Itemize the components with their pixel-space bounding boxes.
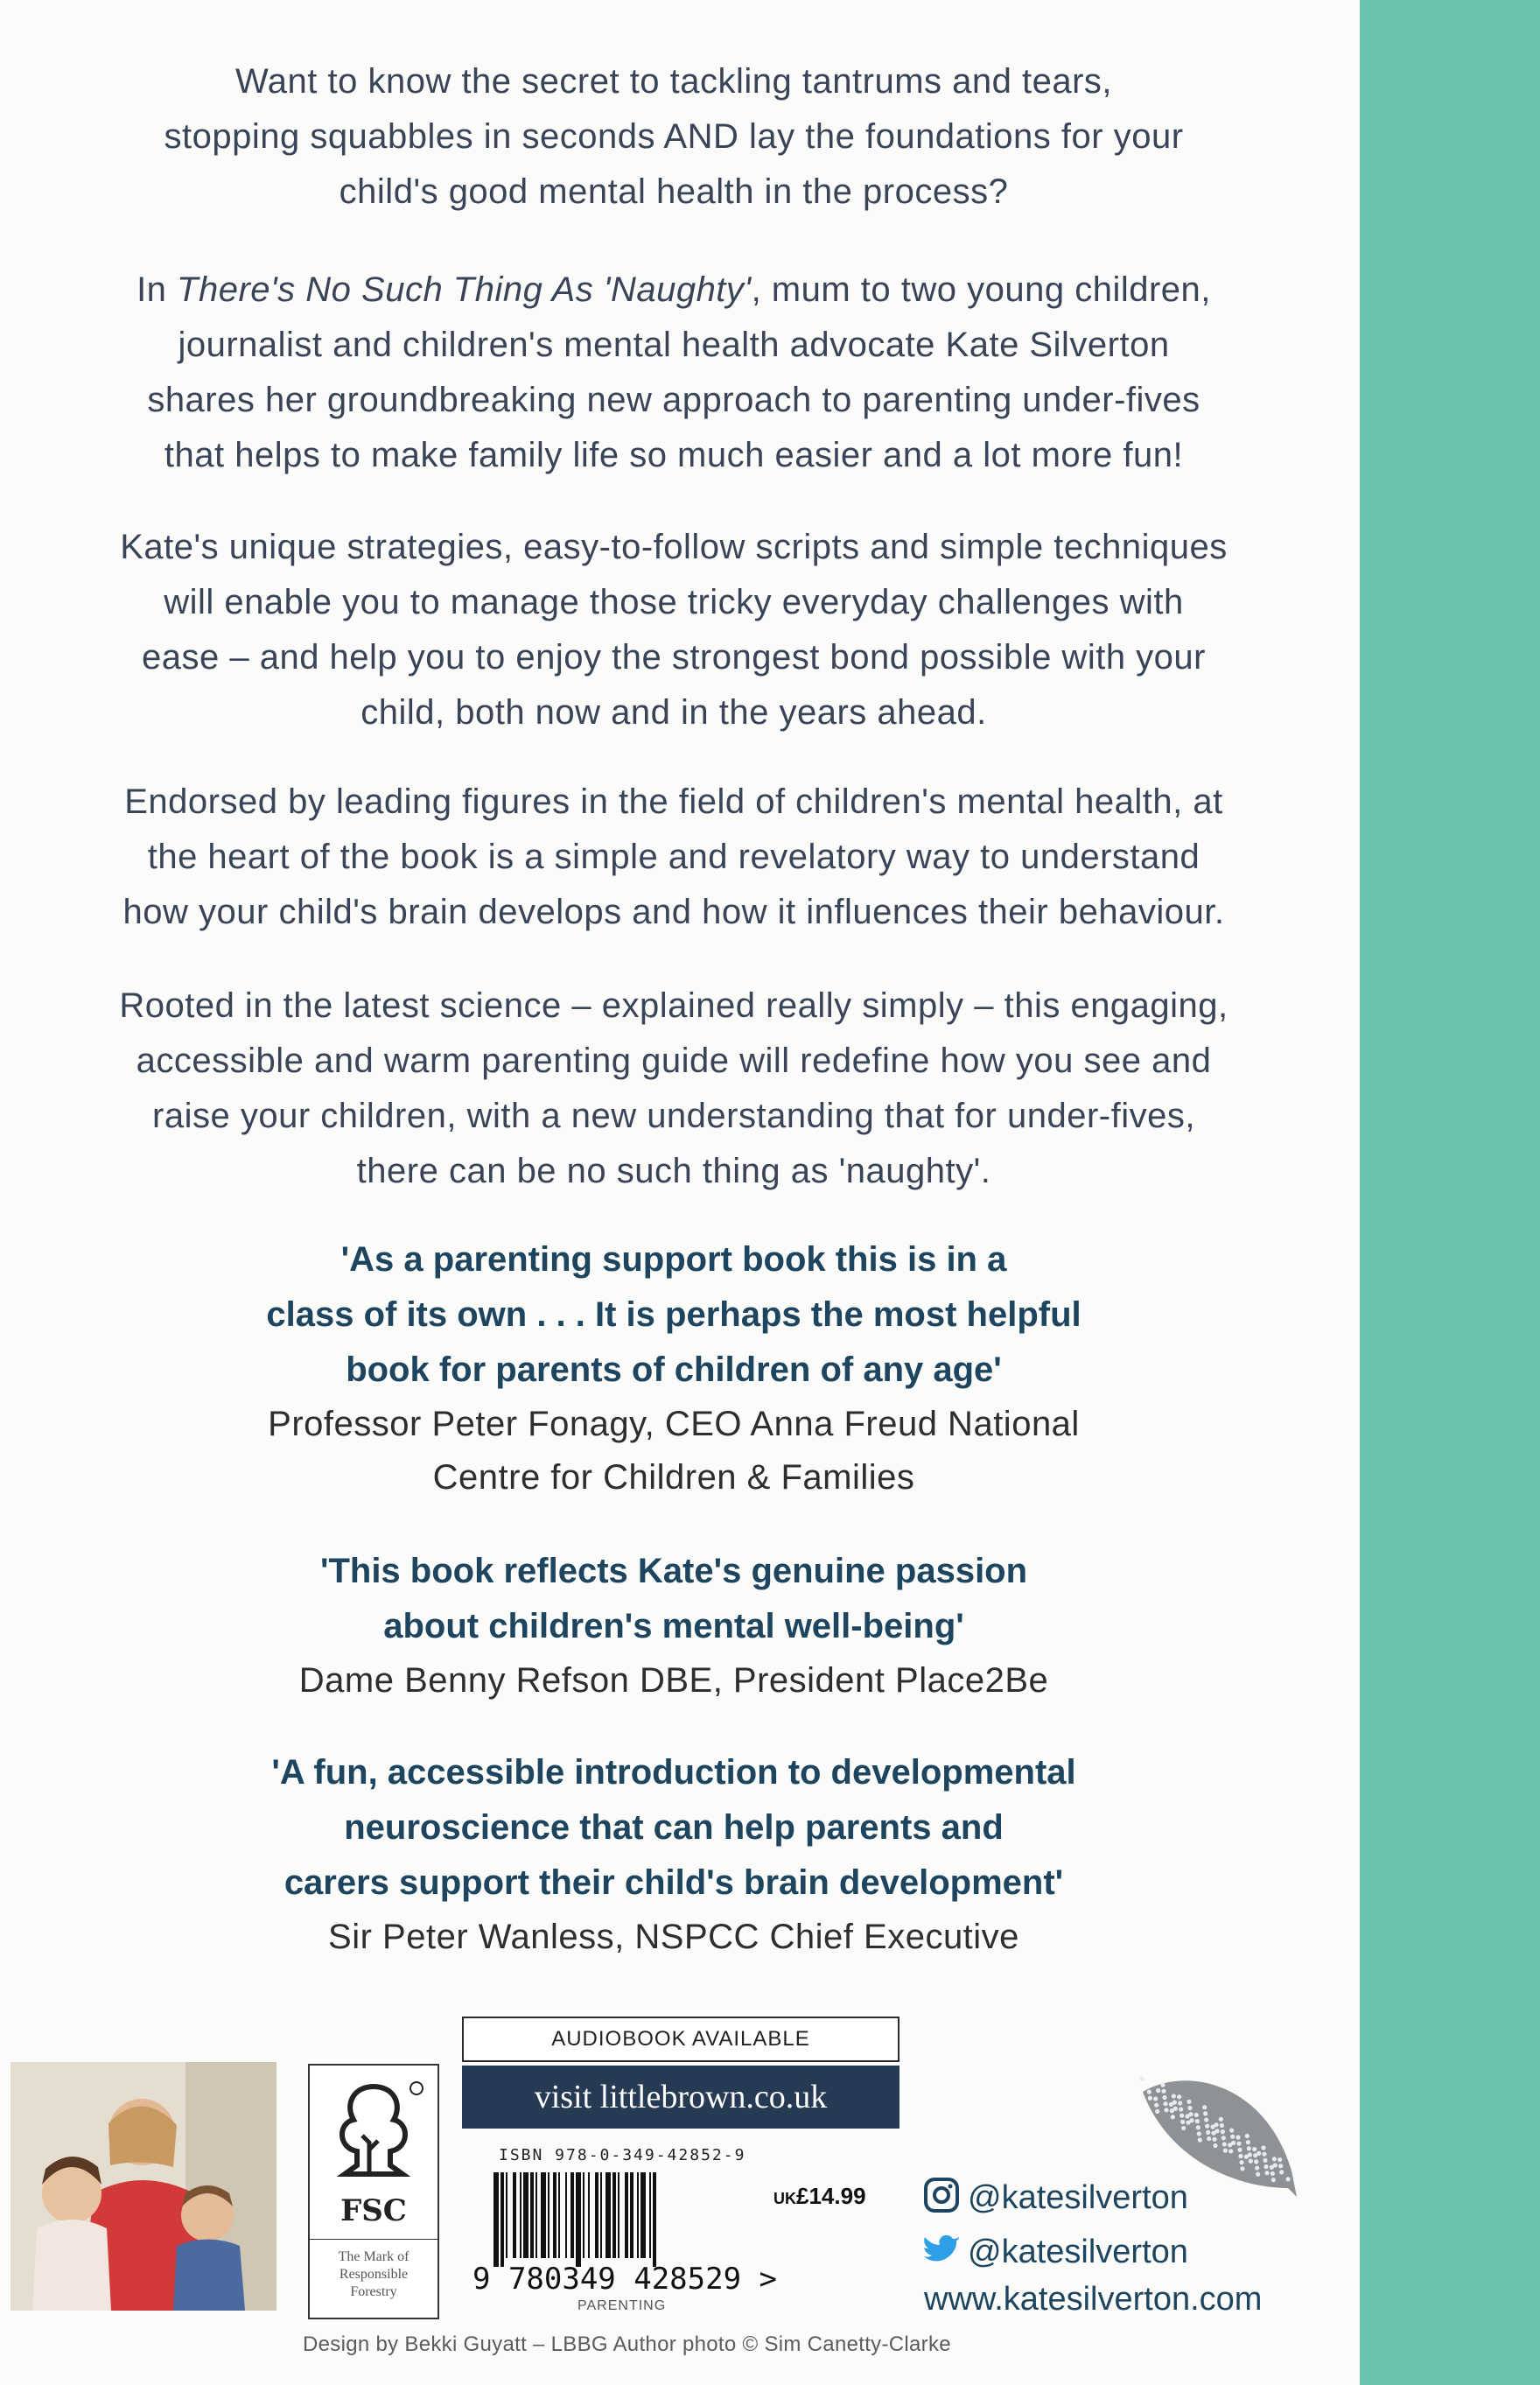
quote-line: neuroscience that can help parents and — [344, 1808, 1004, 1847]
blurb-line: Endorsed by leading figures in the field of children's mental health, at — [124, 782, 1223, 821]
endorsement-1 — [52, 1232, 1295, 1505]
quote-attribution: Dame Benny Refson DBE, President Place2Be — [298, 1661, 1049, 1700]
quote-line: 'A fun, accessible introduction to developmental — [271, 1753, 1076, 1792]
blurb-paragraph-2 — [9, 263, 1339, 483]
blurb-paragraph-3 — [9, 520, 1339, 740]
blurb-line: Kate's unique strategies, easy-to-follow scripts and simple techniques — [120, 528, 1228, 566]
blurb-line: child's good mental health in the process? — [339, 172, 1009, 211]
blurb-line-rest: , mum to two young children, — [751, 270, 1211, 309]
blurb-line: child, both now and in the years ahead. — [360, 693, 987, 732]
blurb-line — [9, 263, 1339, 318]
blurb-line: how your child's brain develops and how it influences their behaviour. — [122, 893, 1225, 931]
fsc-tree-icon — [318, 2078, 429, 2209]
author-photo — [10, 2062, 276, 2311]
category-label: PARENTING — [578, 2298, 667, 2313]
blurb-line: there can be no such thing as 'naughty'. — [356, 1152, 991, 1190]
isbn-label: ISBN 978-0-349-42852-9 — [499, 2146, 746, 2164]
blurb-line: the heart of the book is a simple and revelatory way to understand — [147, 838, 1200, 876]
blurb-line: stopping squabbles in seconds AND lay the foundations for your — [164, 117, 1184, 156]
quote-line: 'As a parenting support book this is in a — [340, 1240, 1007, 1279]
twitter-icon — [922, 2232, 961, 2276]
quote-line: 'This book reflects Kate's genuine passion — [319, 1552, 1028, 1590]
quote-attribution: Sir Peter Wanless, NSPCC Chief Executive — [328, 1918, 1019, 1956]
blurb-line: that helps to make family life so much easier and a lot more fun! — [164, 436, 1184, 474]
audiobook-available-box: AUDIOBOOK AVAILABLE — [462, 2017, 900, 2062]
price-value: £14.99 — [796, 2183, 866, 2209]
design-credits: Design by Bekki Guyatt – LBBG Author photo © Sim Canetty-Clarke — [303, 2332, 951, 2356]
website-link[interactable]: www.katesilverton.com — [924, 2281, 1263, 2318]
instagram-text: @katesilverton — [968, 2179, 1188, 2217]
blurb-line: shares her groundbreaking new approach to parenting under-fives — [147, 381, 1200, 419]
quote-line: carers support their child's brain development' — [284, 1863, 1064, 1902]
twitter-text: @katesilverton — [968, 2234, 1188, 2271]
blurb-line: accessible and warm parenting guide will redefine how you see and — [136, 1042, 1212, 1080]
blurb-paragraph-5 — [9, 979, 1339, 1199]
quote-attribution: Professor Peter Fonagy, CEO Anna Freud National — [268, 1405, 1080, 1443]
instagram-handle[interactable] — [922, 2176, 1188, 2223]
blurb-line: Want to know the secret to tackling tantrums and tears, — [234, 62, 1113, 101]
quote-line: book for parents of children of any age' — [346, 1350, 1002, 1389]
instagram-icon — [922, 2176, 961, 2223]
quote-line: class of its own . . . It is perhaps the most helpful — [266, 1295, 1082, 1334]
fsc-label: FSC — [340, 2193, 407, 2228]
blurb-line: journalist and children's mental health advocate Kate Silverton — [178, 326, 1170, 364]
blurb-line: raise your children, with a new understanding that for under-fives, — [152, 1097, 1195, 1135]
endorsement-2 — [52, 1544, 1295, 1708]
fsc-tagline-line: Responsible — [339, 2267, 409, 2282]
book-title: There's No Such Thing As 'Naughty' — [177, 270, 752, 309]
fsc-tagline — [310, 2239, 438, 2301]
blurb-line: will enable you to manage those tricky everyday challenges with — [164, 583, 1184, 621]
quote-line: about children's mental well-being' — [383, 1607, 964, 1645]
blurb-paragraph-1 — [9, 54, 1339, 220]
endorsement-3 — [52, 1745, 1295, 1964]
fsc-tagline-line: The Mark of — [338, 2249, 410, 2264]
fsc-tagline-line: Forestry — [350, 2284, 397, 2299]
barcode-digits: 9 780349 428529 > — [472, 2262, 777, 2297]
publisher-website-link[interactable]: visit littlebrown.co.uk — [462, 2066, 900, 2129]
blurb-paragraph-4 — [9, 775, 1339, 940]
twitter-handle[interactable] — [922, 2232, 1188, 2276]
blurb-line: Rooted in the latest science – explained really simply – this engaging, — [119, 986, 1228, 1025]
price-prefix: UK — [774, 2190, 796, 2207]
blurb-line: ease – and help you to enjoy the strongest bond possible with your — [141, 638, 1206, 677]
author-photo-illustration — [10, 2062, 276, 2311]
quote-attribution: Centre for Children & Families — [432, 1458, 915, 1497]
blurb-intro: In — [136, 270, 178, 309]
barcode — [490, 2172, 763, 2267]
fsc-logo — [308, 2064, 439, 2319]
spine-color-strip — [1360, 0, 1540, 2385]
price-tag — [774, 2183, 866, 2210]
